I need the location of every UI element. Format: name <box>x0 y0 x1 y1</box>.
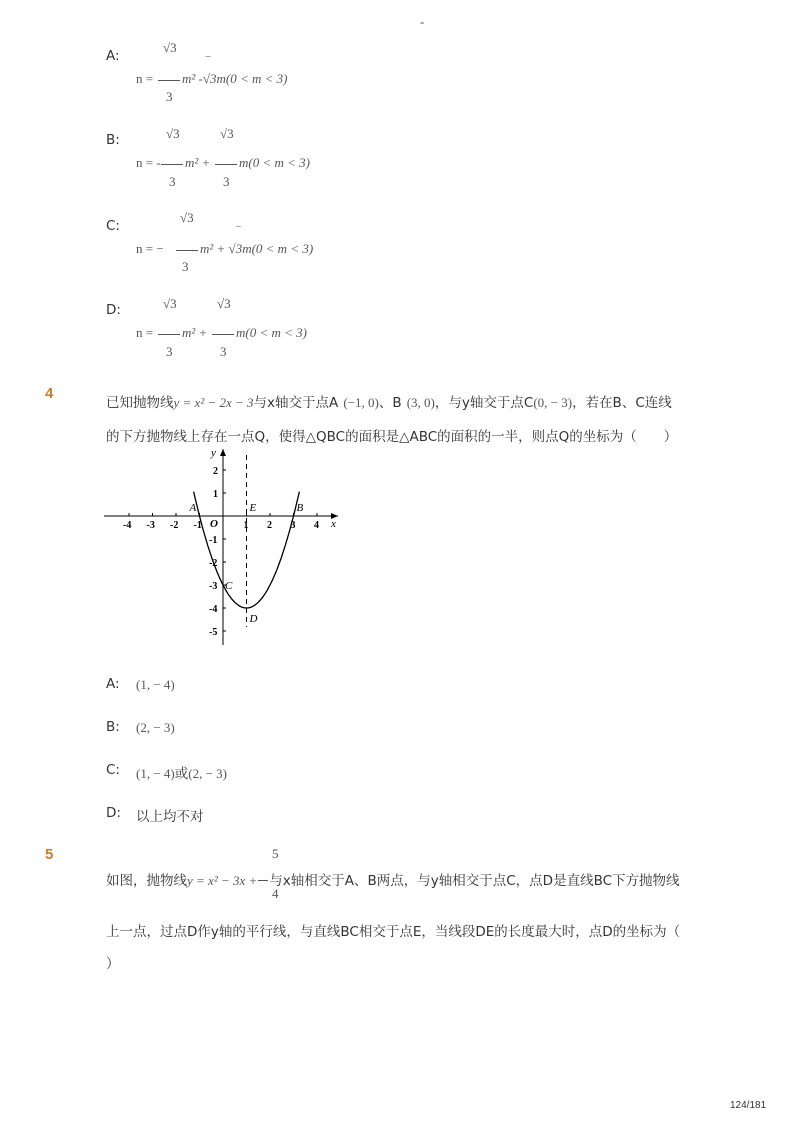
option-b-numerator-1: √3 <box>166 126 180 141</box>
q4-point-b: (3, 0) <box>406 395 435 410</box>
x-tick-label: 1 <box>243 520 249 531</box>
y-tick-label: 2 <box>213 466 218 477</box>
option-d-denominator-1: 3 <box>166 344 173 359</box>
q4-text-b: 与x轴交于点A <box>253 395 339 411</box>
question-4-number: 4 <box>45 385 54 402</box>
option-d-label: D: <box>106 302 121 318</box>
origin-label: O <box>210 518 218 530</box>
option-a-overline: ‾ <box>206 54 211 69</box>
y-tick-label: -3 <box>209 581 218 592</box>
option-a-lhs: n = <box>136 71 154 86</box>
y-axis-arrow <box>220 449 226 456</box>
x-tick-label: 2 <box>267 520 272 531</box>
y-axis-label: y <box>211 447 216 459</box>
option-b-numerator-2: √3 <box>220 126 234 141</box>
option-a-label: A: <box>106 48 120 64</box>
q4-option-d-label: D: <box>106 805 121 821</box>
option-c-fraction-bar <box>176 250 198 251</box>
x-tick-label: -2 <box>170 520 179 531</box>
question-5-line-2: 上一点，过点D作y轴的平行线，与直线BC相交于点E，当线段DE的长度最大时，点D的坐标为（ <box>106 924 681 940</box>
option-a-numerator: √3 <box>163 40 177 55</box>
q4-option-d-value: 以上均不对 <box>136 809 204 825</box>
option-d-tail: m(0 < m < 3) <box>236 325 307 340</box>
q5-text-b: 与x轴相交于A、B两点，与y轴相交于点C，点D是直线BC下方抛物线 <box>269 873 680 889</box>
option-b-denominator-2: 3 <box>223 174 230 189</box>
option-d-fraction-bar-1 <box>158 334 180 335</box>
option-d-mid: m² + <box>182 325 208 340</box>
option-b-fraction-bar-1 <box>161 164 183 165</box>
point-b-label: B <box>296 502 304 514</box>
x-tick-label: -4 <box>123 520 132 531</box>
q4-option-c-or: 或 <box>174 766 189 782</box>
y-tick-label: -5 <box>209 627 218 638</box>
x-tick-label: 4 <box>314 520 319 531</box>
q5-fraction-numerator: 5 <box>272 846 279 861</box>
point-d-label: D <box>249 613 258 625</box>
question-5-number: 5 <box>45 846 54 863</box>
option-d-denominator-2: 3 <box>220 344 227 359</box>
option-b-denominator-1: 3 <box>169 174 176 189</box>
option-c-denominator: 3 <box>182 259 189 274</box>
option-d-numerator-1: √3 <box>163 296 177 311</box>
question-5-line-3: ） <box>106 956 120 972</box>
question-4-line-1 <box>106 391 672 411</box>
q5-fraction-bar <box>258 880 268 881</box>
q4-option-c-label: C: <box>106 762 120 778</box>
y-tick-label: -1 <box>209 535 218 546</box>
option-c-lhs: n = − <box>136 241 164 256</box>
q4-text-d: ，与y轴交于点C <box>434 395 534 411</box>
q4-option-c-value-a: (1, − 4) <box>136 766 175 781</box>
y-tick-label: -2 <box>209 558 218 569</box>
option-b-mid: m² + <box>185 155 211 170</box>
question-5-line-1 <box>106 869 680 889</box>
option-a-tail: m² -√3m(0 < m < 3) <box>182 71 288 86</box>
option-d-fraction-bar-2 <box>212 334 234 335</box>
option-a-fraction-bar <box>158 80 180 81</box>
q4-option-a-value: (1, − 4) <box>136 677 175 692</box>
option-d-numerator-2: √3 <box>217 296 231 311</box>
option-c-numerator: √3 <box>180 210 194 225</box>
q5-fraction-denominator: 4 <box>272 886 279 901</box>
parabola-figure <box>100 445 350 655</box>
q4-text-c: 、B <box>378 395 402 411</box>
x-tick-label: 3 <box>290 520 296 531</box>
q4-text-e: ，若在B、C连线 <box>572 395 672 411</box>
q4-option-a-label: A: <box>106 676 120 692</box>
header-mark: - <box>420 14 425 29</box>
option-c-overline: ‾ <box>236 224 241 239</box>
q5-text-a: 如图，抛物线 <box>106 873 187 889</box>
q4-option-c-value-b: (2, − 3) <box>188 766 227 781</box>
x-tick-label: -3 <box>146 520 155 531</box>
q4-point-c: (0, − 3) <box>533 395 573 410</box>
x-axis-label: x <box>331 518 336 530</box>
y-tick-label: 1 <box>213 489 218 500</box>
point-e-label: E <box>249 502 257 514</box>
option-b-lhs: n = - <box>136 155 161 170</box>
q4-option-c-value <box>136 762 227 782</box>
option-b-tail: m(0 < m < 3) <box>239 155 310 170</box>
q4-option-b-label: B: <box>106 719 120 735</box>
option-d-lhs: n = <box>136 325 154 340</box>
y-tick-label: -4 <box>209 604 218 615</box>
q4-option-b-value: (2, − 3) <box>136 720 175 735</box>
x-tick-label: -1 <box>193 520 202 531</box>
option-c-tail: m² + √3m(0 < m < 3) <box>200 241 314 256</box>
option-b-fraction-bar-2 <box>215 164 237 165</box>
point-a-label: A <box>189 502 197 514</box>
option-c-label: C: <box>106 218 120 234</box>
question-4-line-2: 的下方抛物线上存在一点Q，使得△QBC的面积是△ABC的面积的一半，则点Q的坐标为（ ） <box>106 429 678 445</box>
q4-text-a: 已知抛物线 <box>106 395 174 411</box>
q5-equation: y = x² − 3x + <box>187 873 258 888</box>
q4-equation: y = x² − 2x − 3 <box>173 395 254 410</box>
q4-point-a: (−1, 0) <box>343 395 379 410</box>
option-a-denominator: 3 <box>166 89 173 104</box>
page-number: 124/181 <box>730 1100 767 1111</box>
option-b-label: B: <box>106 132 120 148</box>
point-c-label: C <box>225 580 233 592</box>
